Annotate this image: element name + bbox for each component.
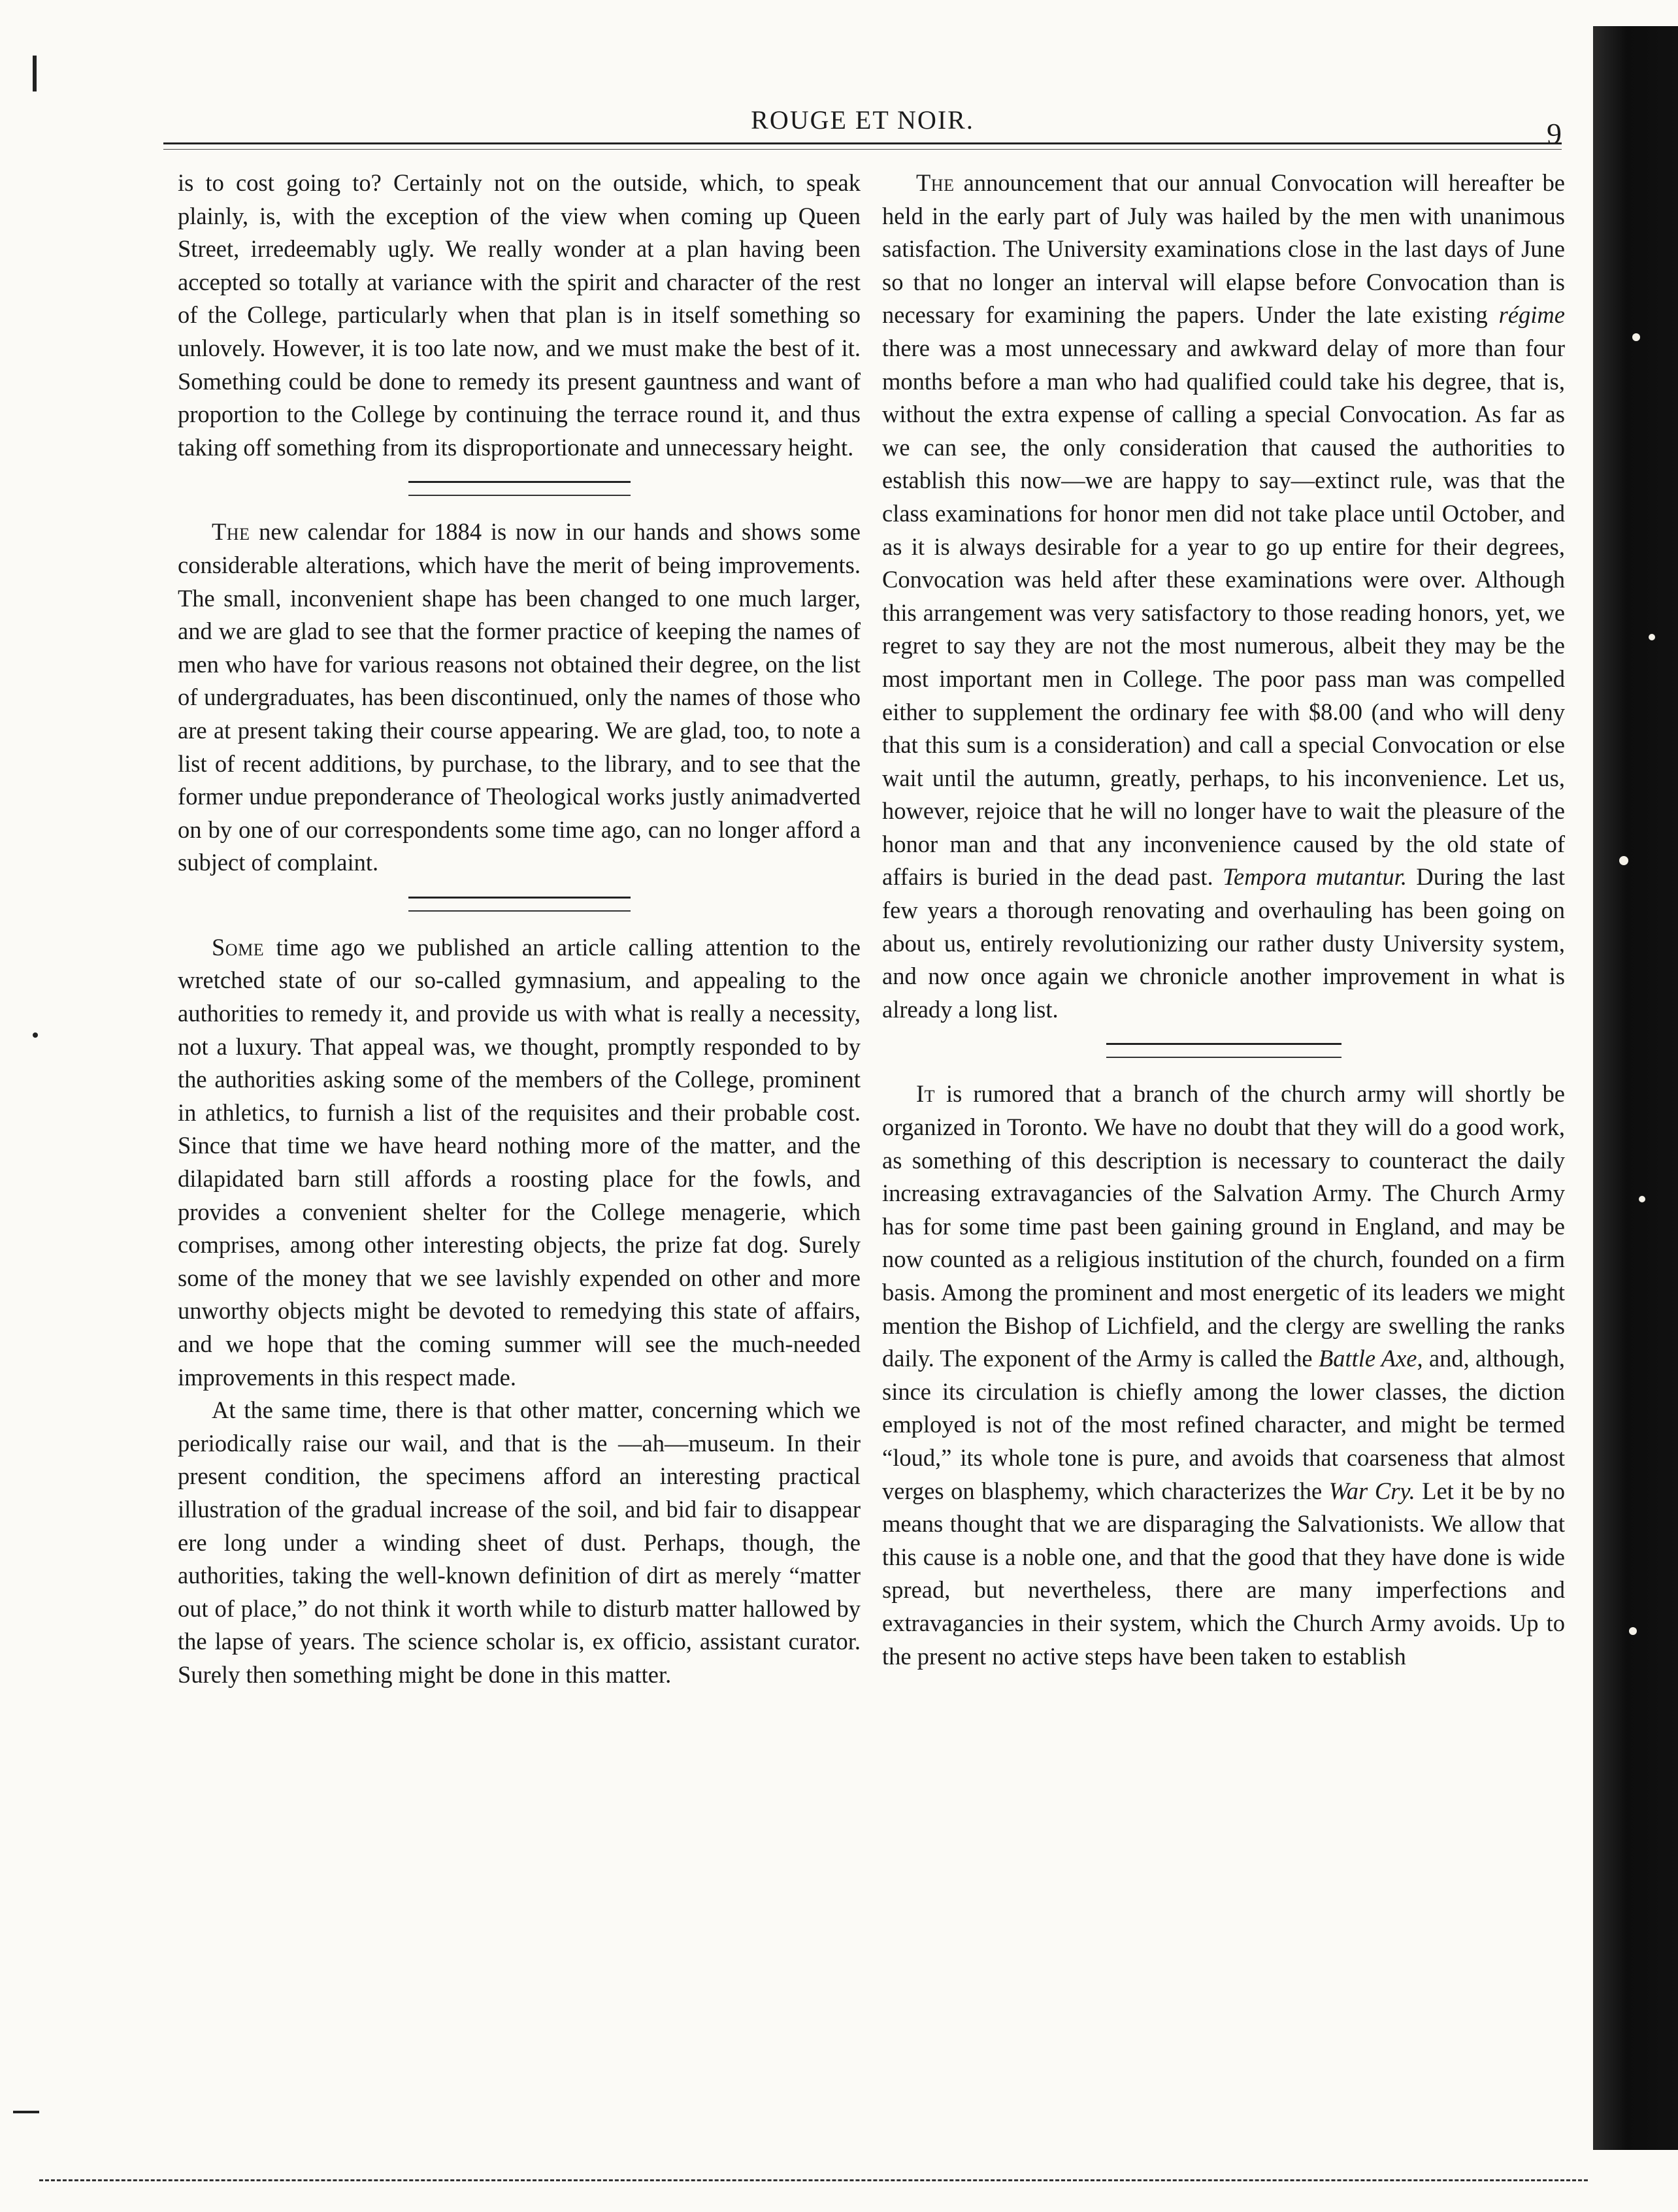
running-title: ROUGE ET NOIR. [751, 105, 974, 135]
article-paragraph [882, 167, 1565, 1026]
italic-title: War Cry. [1328, 1477, 1415, 1504]
bottom-rule [39, 2179, 1588, 2181]
edge-speck [1629, 1627, 1637, 1635]
edge-speck [1632, 333, 1640, 341]
lead-word: The [916, 169, 955, 196]
paragraph-text: , and, although, since its circulation is chiefly among the lower classes, the diction employed is not of the most refined character, and might be termed “loud,” its whole tone is pure, and avoids that coarseness that almost verges on blasphemy, which characterizes the [882, 1345, 1565, 1504]
edge-speck [1619, 856, 1628, 865]
paragraph-text: During the last few years a thorough renovating and overhauling has been going on about us, entirely revolutionizing our rather dusty University system, and now once again we chronicle another improvement in what is already a long list. [882, 863, 1565, 1023]
paragraph-text: there was a most unnecessary and awkward delay of more than four months before a man who had qualified could take his degree, that is, without the extra expense of calling a special Convocation. As far as we can see, the only consideration that caused the authorities to establish this now—we are happy to say—extinct rule, was that the class examinations for honor men did not take place until October, and as it is always desirable for a year to go up entire for their degrees, Convocation was held after these examinations were over. Although this arrangement was very satisfactory to those reading honors, yet, we regret to say they are not the most numerous, albeit they may be the most important men in College. The poor pass man was compelled either to supplement the ordinary fee with $8.00 (and who will deny that this sum is a consideration) and call a special Convocation or else wait until the autumn, greatly, perhaps, to his inconvenience. Let us, however, rejoice that he will no longer have to wait the pleasure of the honor man and that any inconvenience caused by the old state of affairs is buried in the dead past. [882, 334, 1565, 891]
left-column [178, 167, 861, 1692]
article-paragraph: At the same time, there is that other matter, concerning which we periodically raise our wail, and that is the —ah—museum. In their present condition, the specimens afford an interesting practical illustration of the gradual increase of the soil, and bid fair to disappear ere long under a winding sheet of dust. Perhaps, though, the authorities, taking the well-known definition of dirt as merely “matter out of place,” do not think it worth while to disturb matter hallowed by the lapse of years. The science scholar is, ex officio, assistant curator. Surely then something might be done in this matter. [178, 1396, 861, 1688]
section-separator [408, 481, 631, 496]
paragraph-text: Let it be by no means thought that we are disparaging the Salvationists. We allow that this cause is a noble one, and that the good that they have done is wide spread, but nevertheless, there are many imperfections and extravagancies in their system, which the Church Army avoids. Up to the present no active steps have been taken to establish [882, 1477, 1566, 1670]
binding-edge-shadow [1593, 26, 1678, 2150]
article-paragraph: is to cost going to? Certainly not on the outside, which, to speak plainly, is, with the exception of the view when coming up Queen Street, irredeemably ugly. We really wonder at a plan having been accepted so totally at variance with the spirit and character of the rest of the College, particularly when that plan is in itself something so unlovely. However, it is too late now, and we must make the best of it. Something could be done to remedy its present gauntness and want of proportion to the College by continuing the terrace round it, and thus taking off something from its disproportionate and unnecessary height. [178, 169, 861, 461]
page-number: 9 [1547, 117, 1562, 150]
article-paragraph [178, 931, 861, 1394]
paragraph-text: time ago we published an article calling attention to the wretched state of our so-called gymnasium, and appealing to the authorities to remedy it, and provide us with what is really a necessity, not a luxury. That appeal was, we thought, promptly responded to by the authorities asking some of the members of the College, prominent in athletics, to furnish a list of the requisites and their probable cost. Since that time we have heard nothing more of the matter, and the dilapidated barn still affords a roosting place for the fowls, and provides a convenient shelter for the College menagerie, which comprises, among other interesting objects, the prize fat dog. Surely some of the money that we see lavishly expended on other and more unworthy objects might be devoted to remedying this state of affairs, and we hope that the coming summer will see the much-needed improvements in this respect made. [178, 933, 861, 1391]
header-rule [163, 142, 1562, 144]
page-header [163, 105, 1562, 150]
edge-speck [1649, 634, 1655, 640]
paragraph-text: announcement that our annual Convocation will hereafter be held in the early part of July was hailed by the men with unanimous satisfaction. The University examinations close in the last days of June so that no longer an interval will elapse before Convocation than is necessary for examining the papers. Under the late existing [882, 169, 1565, 329]
lead-word: The [212, 518, 250, 546]
paragraph-text: is rumored that a branch of the church army will shortly be organized in Toronto. We have no doubt that they will do a good work, as something of this description is necessary to counteract the daily increasing extravagancies of the Salvation Army. The Church Army has for some time past been gaining ground in England, and may be now counted as a religious institution of the church, founded on a firm basis. Among the prominent and most energetic of its leaders we might mention the Bishop of Lichfield, and the clergy are swelling the ranks daily. The exponent of the Army is called the [882, 1080, 1565, 1372]
margin-ink-mark [33, 1032, 38, 1038]
section-separator [1106, 1043, 1341, 1058]
lead-word: It [916, 1080, 936, 1108]
italic-term: régime [1498, 301, 1565, 329]
article-paragraph [178, 516, 861, 880]
section-separator [408, 897, 631, 912]
header-rule [163, 149, 1562, 150]
paragraph-text: new calendar for 1884 is now in our hands and shows some considerable alterations, which have the merit of being improvements. The small, inconvenient shape has been changed to one much larger, and we are glad to see that the former practice of keeping the names of men who have for various reasons not obtained their degree, on the list of undergraduates, has been discontinued, only the names of those who are at present taking their course appearing. We are glad, too, to note a list of recent additions, by purchase, to the library, and to see that the former undue preponderance of Theological works justly animadverted on by one of our correspondents some time ago, can no longer afford a subject of complaint. [178, 518, 861, 876]
margin-ink-mark [13, 2111, 39, 2113]
italic-title: Battle Axe [1318, 1345, 1417, 1372]
edge-speck [1639, 1196, 1645, 1202]
article-paragraph [882, 1078, 1565, 1673]
right-column [882, 167, 1565, 1673]
margin-ink-mark [33, 56, 37, 91]
italic-phrase: Tempora mutantur. [1223, 863, 1407, 891]
lead-word: Some [212, 933, 265, 961]
